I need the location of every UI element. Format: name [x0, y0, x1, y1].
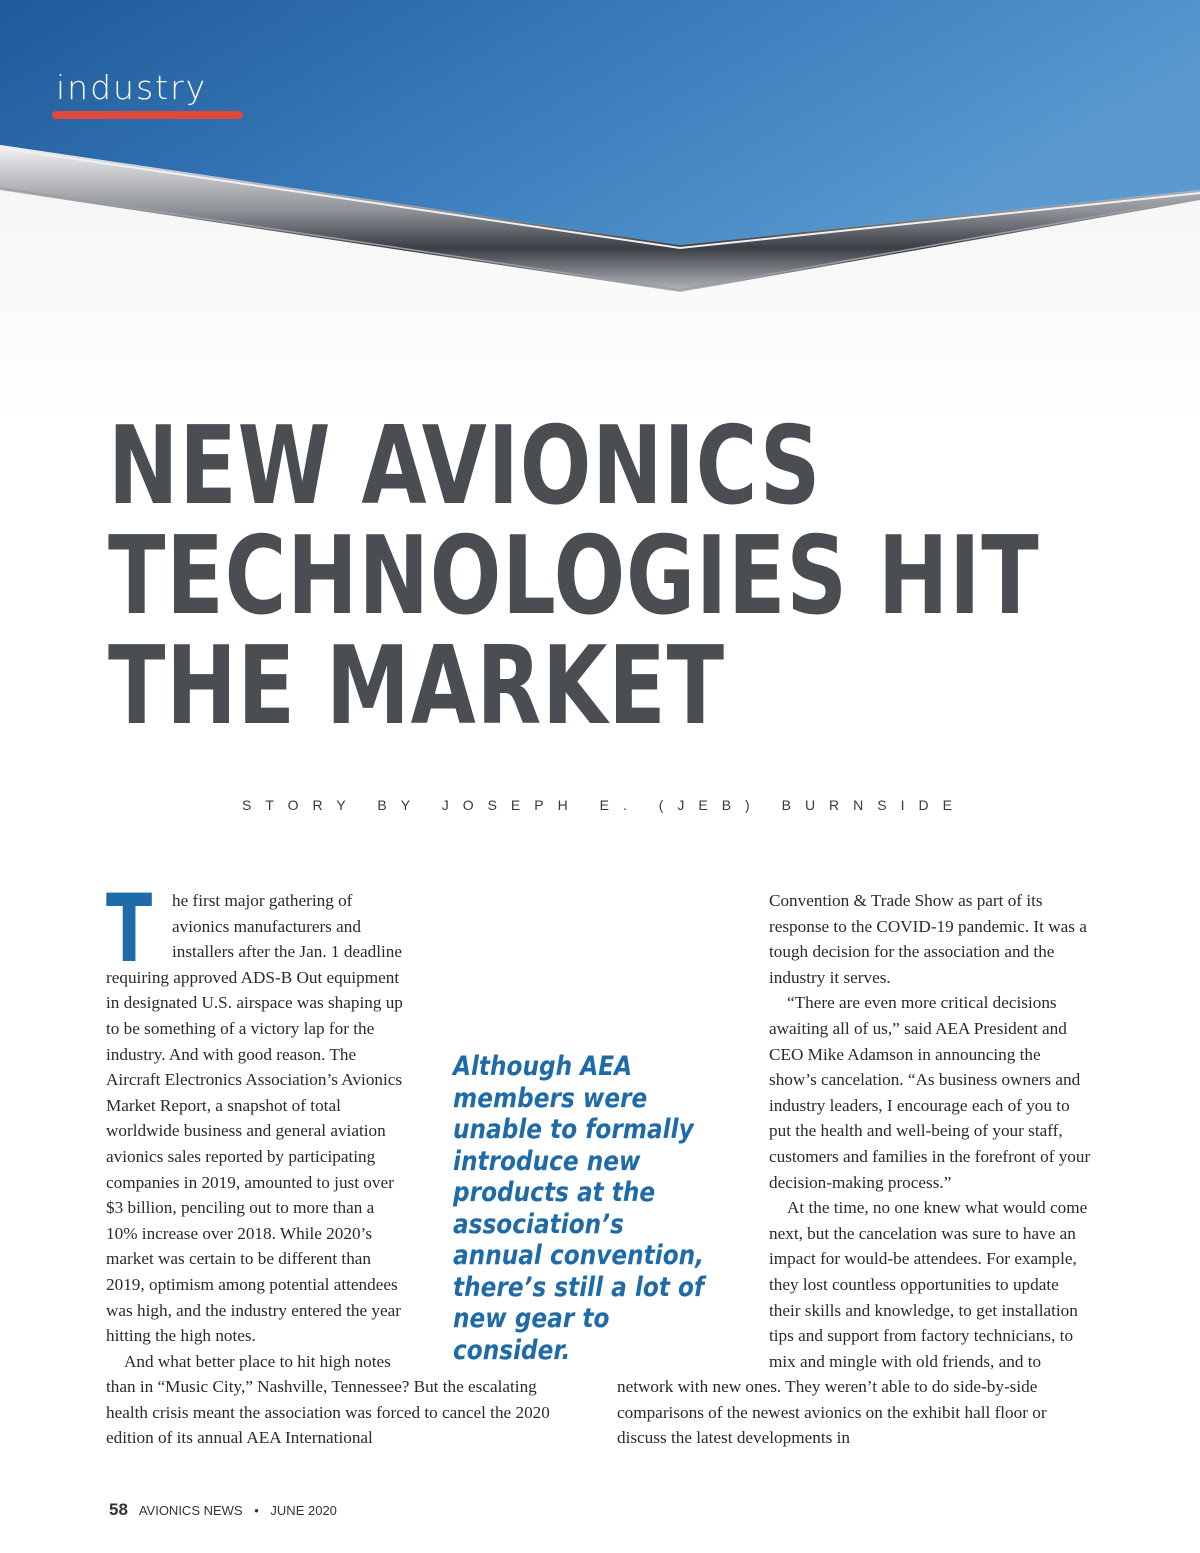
right-paragraph-3-start: At the time, no one knew what would come next, but the cancelation was sure to have an impact for would-be attendees. For example, they lost countless opportunities to update their skills and knowledge, — [769, 1198, 1088, 1320]
left-paragraph-2: And what better place to hit high notes than in “Music City,” Nashville, Tennessee? But the escalating health crisis meant the association was forced to cancel the 2020 edition of its annual AEA International — [106, 1351, 550, 1448]
section-label-underline — [52, 111, 243, 119]
byline: STORY BY JOSEPH E. (JEB) BURNSIDE — [242, 797, 966, 813]
publication-name: AVIONICS NEWS — [138, 1503, 243, 1518]
headline-line-2: TECHNOLOGIES HIT — [108, 514, 1040, 639]
issue-date: JUNE 2020 — [270, 1503, 337, 1518]
headline-line-1: NEW AVIONICS — [108, 404, 822, 529]
pullquote-spacer-right — [617, 1016, 769, 1352]
right-column — [617, 888, 1091, 1451]
section-label: industry — [56, 68, 208, 107]
left-paragraph-1-text: he first major gathering of avionics manufacturers and installers after the Jan. 1 deadline requiring approved ADS-B Out equipment in designated U.S. airspace was shaping up to be something of a victory lap for the industry. And with good reason. The Aircraft Electronics Association’s Avionics Market Report, a snapshot of total worldwide business and general aviation avionics sales reported by participating companies in 2019, amounted to just over $3 billion, penciling out to more than a 10% increase over 2018. While 2020’s market was certain to be different than 2019, optimism among potential attendees was high, and the industry entered the year hitting the high notes. — [106, 891, 403, 1346]
right-paragraph-2-start: “There are even more critical decisions awaiting all of us,” said AEA President and CEO Mike Adamson in — [769, 993, 1067, 1064]
headline-line-3: THE MARKET — [108, 624, 725, 749]
right-paragraph-1: Convention & Trade Show as part of its response to the COVID-19 pandemic. It was a tough decision for the association and the industry it serves. — [769, 891, 1087, 987]
page-number: 58 — [109, 1500, 128, 1519]
article-headline — [108, 404, 1040, 749]
page-footer — [109, 1500, 337, 1520]
header-banner-art — [0, 0, 1200, 420]
pull-quote: Although AEA members were unable to formally introduce new products at the association’s annual convention, there’s still a lot of new gear to consider. — [453, 1051, 705, 1366]
drop-cap-letter: T — [106, 875, 153, 984]
right-paragraph-2-end: announcing the show’s cancelation. “As business owners and industry leaders, I encourage each of you to put the health and well-being of your staff, customers and families in the forefront of your decision-making process.” — [769, 1044, 1091, 1192]
right-paragraph-3-end: to get installation tips and support from factory technicians, to mix and mingle with old friends, and to network with new ones. They weren’t able to do side-by-side comparisons of the newest avionics on the exhibit hall floor or discuss the latest developments in — [617, 1300, 1078, 1448]
footer-separator: • — [254, 1503, 259, 1518]
